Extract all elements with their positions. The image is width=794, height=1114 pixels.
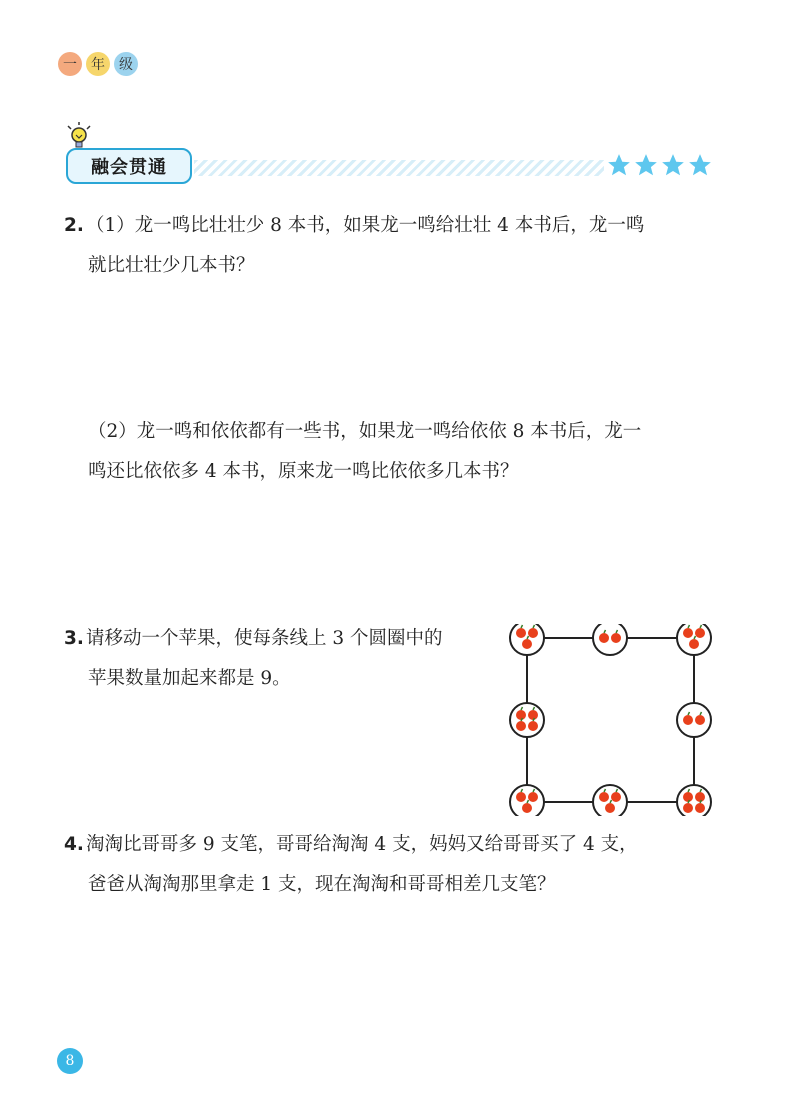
apple-icon[interactable] — [611, 633, 621, 643]
apple-icon[interactable] — [695, 792, 705, 802]
apple-icon[interactable] — [695, 803, 705, 813]
apple-icon[interactable] — [516, 628, 526, 638]
apple-icon[interactable] — [683, 803, 693, 813]
apple-icon[interactable] — [528, 710, 538, 720]
question-number: 2. — [64, 215, 84, 236]
star-icon — [633, 152, 659, 178]
apple-icon[interactable] — [522, 639, 532, 649]
lightbulb-icon — [64, 122, 94, 150]
apple-circle-mid-right[interactable] — [677, 703, 711, 737]
question-text: 爸爸从淘淘那里拿走 1 支，现在淘淘和哥哥相差几支笔？ — [88, 874, 556, 895]
question-text: （2）龙一鸣和依依都有一些书，如果龙一鸣给依依 8 本书后，龙一 — [88, 421, 642, 442]
apple-circle-top-right[interactable] — [677, 624, 711, 655]
apple-icon[interactable] — [611, 792, 621, 802]
apple-circle-top-mid[interactable] — [593, 624, 627, 655]
difficulty-stars — [606, 152, 713, 178]
section-divider — [194, 160, 604, 176]
apple-circle-bottom-mid[interactable] — [593, 785, 627, 816]
grade-char-1: 一 — [58, 52, 82, 76]
question-number: 3. — [64, 628, 84, 649]
apple-circle-bottom-left[interactable] — [510, 785, 544, 816]
question-text: 鸣还比依依多 4 本书，原来龙一鸣比依依多几本书？ — [88, 461, 519, 482]
question-number: 4. — [64, 834, 84, 855]
apple-icon[interactable] — [605, 803, 615, 813]
apple-icon[interactable] — [683, 628, 693, 638]
star-icon — [606, 152, 632, 178]
apple-icon[interactable] — [689, 639, 699, 649]
apple-icon[interactable] — [683, 792, 693, 802]
grade-label — [58, 52, 138, 76]
square-outline — [527, 638, 694, 802]
question-text: 苹果数量加起来都是 9。 — [88, 668, 291, 689]
apple-circle-mid-left[interactable] — [510, 703, 544, 737]
question-4 — [64, 825, 638, 905]
star-icon — [660, 152, 686, 178]
star-icon — [687, 152, 713, 178]
question-text: 淘淘比哥哥多 9 支笔，哥哥给淘淘 4 支，妈妈又给哥哥买了 4 支， — [86, 834, 638, 855]
question-text: （1）龙一鸣比壮壮少 8 本书，如果龙一鸣给壮壮 4 本书后，龙一鸣 — [86, 215, 645, 236]
question-2-part-1 — [64, 206, 644, 286]
section-title: 融会贯通 — [66, 148, 192, 184]
question-2-part-2 — [64, 412, 641, 492]
page-number: 8 — [57, 1048, 83, 1074]
question-3 — [64, 619, 443, 699]
apple-icon[interactable] — [528, 628, 538, 638]
apple-square-diagram — [505, 624, 717, 816]
question-text: 就比壮壮少几本书？ — [88, 255, 255, 276]
apple-icon[interactable] — [516, 792, 526, 802]
apple-icon[interactable] — [516, 721, 526, 731]
apple-icon[interactable] — [695, 715, 705, 725]
apple-icon[interactable] — [528, 792, 538, 802]
apple-icon[interactable] — [599, 633, 609, 643]
apple-icon[interactable] — [683, 715, 693, 725]
apple-icon[interactable] — [599, 792, 609, 802]
grade-char-3: 级 — [114, 52, 138, 76]
question-text: 请移动一个苹果，使每条线上 3 个圆圈中的 — [86, 628, 443, 649]
apple-icon[interactable] — [516, 710, 526, 720]
apple-circle-bottom-right[interactable] — [677, 785, 711, 816]
apple-icon[interactable] — [695, 628, 705, 638]
grade-char-2: 年 — [86, 52, 110, 76]
apple-circle-top-left[interactable] — [510, 624, 544, 655]
apple-icon[interactable] — [522, 803, 532, 813]
apple-icon[interactable] — [528, 721, 538, 731]
